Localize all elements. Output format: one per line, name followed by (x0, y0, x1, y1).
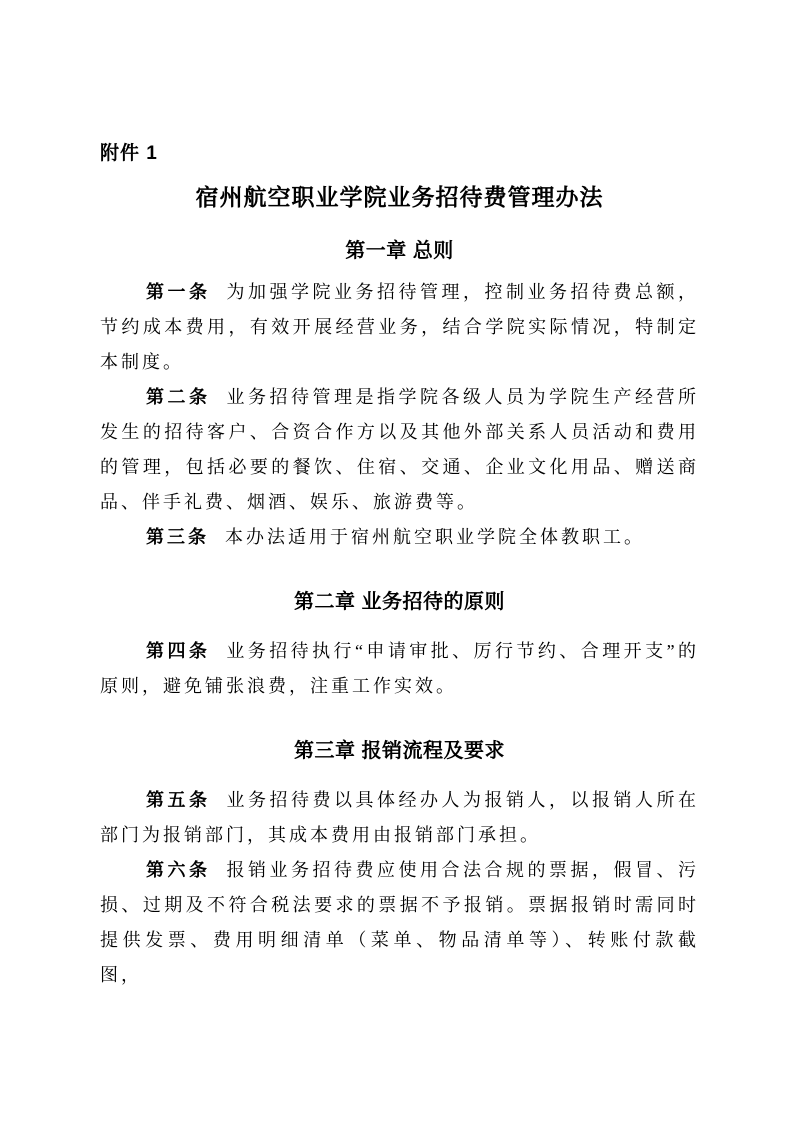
article-text: 业务招待执行“申请审批、厉行节约、合理开支”的原则，避免铺张浪费，注重工作实效。 (100, 641, 699, 696)
article-paragraph-5 (100, 783, 699, 853)
article-paragraph-4 (100, 634, 699, 704)
document-title: 宿州航空职业学院业务招待费管理办法 (195, 184, 604, 210)
article-label: 第六条 (146, 860, 211, 880)
article-text: 业务招待费以具体经办人为报销人，以报销人所在部门为报销部门，其成本费用由报销部门承担。 (100, 790, 699, 845)
article-text: 业务招待管理是指学院各级人员为学院生产经营所发生的招待客户、合资合作方以及其他外部关系人员活动和费用的管理，包括必要的餐饮、住宿、交通、企业文化用品、赠送商品、伴手礼费、烟酒、娱乐、旅游费等。 (100, 387, 699, 512)
article-paragraph-6 (100, 853, 699, 993)
article-label: 第二条 (146, 387, 211, 407)
article-label: 第三条 (146, 527, 209, 547)
article-paragraph-1 (100, 275, 699, 380)
article-label: 第一条 (146, 282, 211, 302)
article-text: 报销业务招待费应使用合法合规的票据，假冒、污损、过期及不符合税法要求的票据不予报销。票据报销时需同时提供发票、费用明细清单（菜单、物品清单等）、转账付款截图， (100, 860, 699, 985)
chapter-heading-2: 第二章 业务招待的原则 (293, 591, 506, 613)
article-text: 本办法适用于宿州航空职业学院全体教职工。 (225, 527, 645, 547)
attachment-label: 附件 1 (100, 143, 158, 164)
chapter-heading-3: 第三章 报销流程及要求 (293, 740, 506, 762)
article-paragraph-3 (100, 520, 699, 555)
article-text: 为加强学院业务招待管理，控制业务招待费总额，节约成本费用，有效开展经营业务，结合学院实际情况，特制定本制度。 (100, 282, 699, 372)
chapter-heading-1: 第一章 总则 (345, 240, 454, 262)
article-paragraph-2 (100, 380, 699, 520)
article-label: 第四条 (146, 641, 211, 661)
article-label: 第五条 (146, 790, 211, 810)
